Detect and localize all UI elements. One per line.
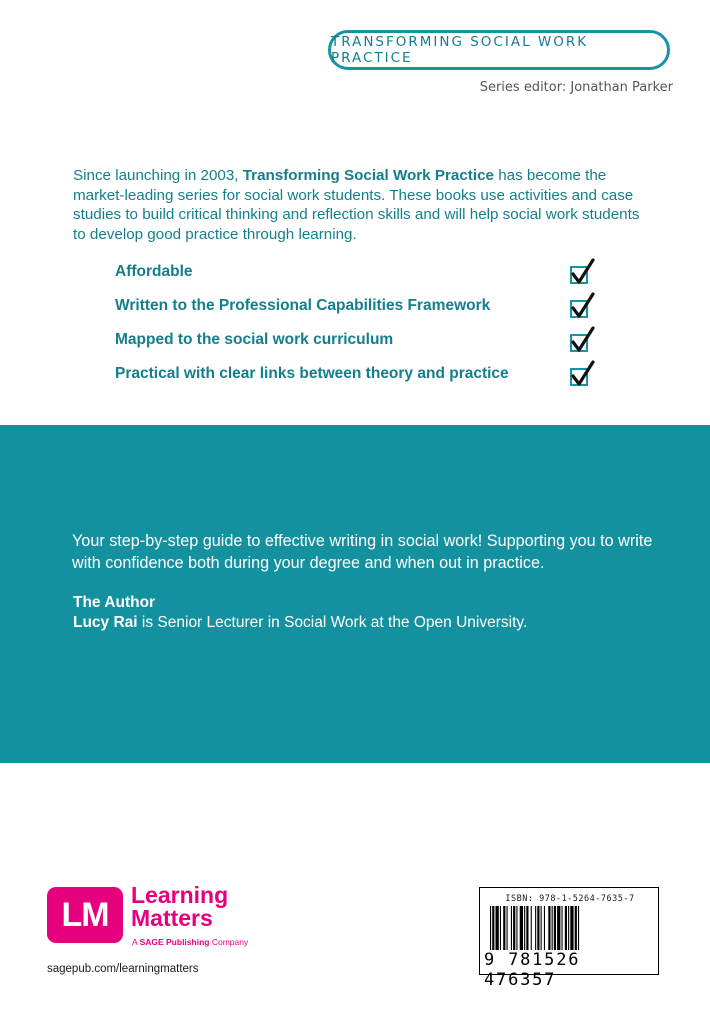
barcode-bar bbox=[568, 906, 569, 950]
isbn-digits: 9 781526 476357 bbox=[484, 950, 581, 990]
barcode-bar bbox=[496, 906, 499, 950]
author-bio-text: is Senior Lecturer in Social Work at the Open University. bbox=[137, 614, 528, 631]
barcode-bar bbox=[507, 906, 508, 950]
barcode-bar bbox=[511, 906, 512, 950]
barcode-bars-icon bbox=[490, 906, 652, 950]
isbn-barcode bbox=[479, 887, 659, 990]
barcode-bar bbox=[503, 906, 505, 950]
author-heading: The Author bbox=[73, 594, 156, 611]
author-bio bbox=[73, 614, 527, 632]
barcode-bar bbox=[516, 906, 517, 950]
series-title: TRANSFORMING SOCIAL WORK PRACTICE bbox=[331, 34, 589, 66]
feature-list bbox=[115, 260, 595, 396]
sub-suffix: Company bbox=[209, 937, 249, 947]
intro-paragraph bbox=[73, 166, 643, 244]
barcode-bar bbox=[562, 906, 563, 950]
series-title-badge bbox=[328, 30, 670, 70]
barcode-bar bbox=[526, 906, 528, 950]
barcode-bar bbox=[557, 906, 560, 950]
barcode-bar bbox=[537, 906, 539, 950]
intro-part2: has become the market-leading series for social work students. These books use activities and case studies to build critical thinking and reflection skills and will help social work students to develop good practice through learning. bbox=[73, 167, 640, 243]
publisher-subtitle bbox=[132, 937, 248, 947]
feature-item bbox=[115, 328, 595, 362]
barcode-bar bbox=[554, 906, 556, 950]
publisher-name-line2: Matters bbox=[131, 905, 213, 931]
isbn-label: ISBN: 978-1-5264-7635-7 bbox=[505, 894, 635, 904]
sub-brand: SAGE Publishing bbox=[139, 937, 210, 947]
logo-mark: LM bbox=[61, 895, 109, 934]
checkbox-checked-icon bbox=[570, 368, 588, 386]
barcode-bar bbox=[531, 906, 532, 950]
barcode-bar bbox=[500, 906, 501, 950]
feature-label: Affordable bbox=[115, 263, 193, 280]
feature-label: Practical with clear links between theory and practice bbox=[115, 365, 509, 382]
publisher-name bbox=[131, 884, 228, 930]
book-blurb: Your step-by-step guide to effective writing in social work! Supporting you to write with confidence both during your degree and when out in practice. bbox=[72, 532, 653, 572]
intro-series-name: Transforming Social Work Practice bbox=[242, 167, 494, 184]
barcode-bar bbox=[524, 906, 525, 950]
feature-item bbox=[115, 362, 595, 396]
checkbox-checked-icon bbox=[570, 300, 588, 318]
barcode-bar bbox=[552, 906, 553, 950]
feature-label: Mapped to the social work curriculum bbox=[115, 331, 394, 348]
barcode-bar bbox=[520, 906, 523, 950]
barcode-bar bbox=[578, 906, 579, 950]
publisher-name-line1: Learning bbox=[131, 882, 229, 908]
barcode-bar bbox=[565, 906, 567, 950]
checkbox-checked-icon bbox=[570, 334, 588, 352]
barcode-bar bbox=[570, 906, 573, 950]
barcode-bar bbox=[535, 906, 536, 950]
barcode-bar bbox=[513, 906, 515, 950]
feature-item bbox=[115, 294, 595, 328]
barcode-bar bbox=[490, 906, 491, 950]
barcode-bar bbox=[492, 906, 494, 950]
feature-item bbox=[115, 260, 595, 294]
publisher-url: sagepub.com/learningmatters bbox=[47, 963, 199, 975]
author-name: Lucy Rai bbox=[73, 614, 138, 631]
barcode-bar bbox=[575, 906, 577, 950]
barcode-bar bbox=[544, 906, 545, 950]
series-editor: Series editor: Jonathan Parker bbox=[479, 80, 673, 95]
feature-label: Written to the Professional Capabilities Framework bbox=[115, 297, 491, 314]
intro-part1: Since launching in 2003, bbox=[73, 167, 243, 184]
sub-prefix: A bbox=[132, 937, 140, 947]
checkbox-checked-icon bbox=[570, 266, 588, 284]
barcode-bar bbox=[548, 906, 550, 950]
learning-matters-logo-icon bbox=[47, 887, 123, 943]
barcode-bar bbox=[541, 906, 542, 950]
